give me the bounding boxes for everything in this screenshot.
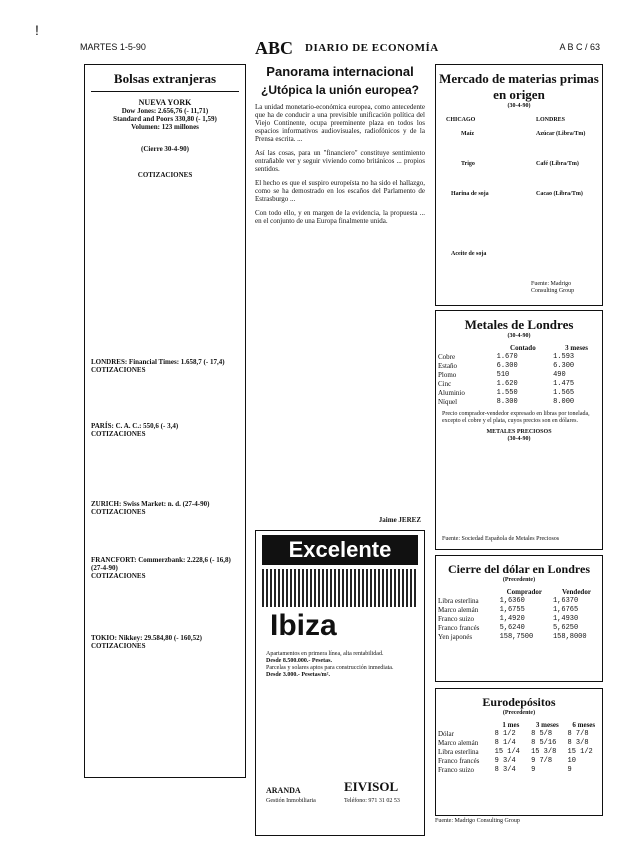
currency-value: 5,6250: [552, 624, 579, 632]
currency-value: 158,7500: [499, 633, 534, 641]
euro-value: 8 3/8: [567, 739, 589, 747]
euro-col: 3 meses: [535, 721, 559, 729]
euro-value: 9 7/8: [531, 757, 553, 765]
frankfort-label: FRANCFORT: Commerzbank: 2.228,6 (- 16,8) (27-4-90): [91, 556, 231, 572]
london-label: LONDRES: Financial Times: 1.658,7 (- 17,4): [91, 358, 225, 366]
metal-name: Cobre: [438, 353, 456, 361]
materias-box: [435, 64, 603, 306]
table-row: [436, 633, 602, 642]
currency-name: Franco suizo: [438, 615, 474, 623]
euro-name: Franco suizo: [438, 766, 474, 774]
table-row: [436, 380, 602, 389]
metales-box: [435, 310, 603, 550]
metal-name: Plomo: [438, 371, 457, 379]
ad-line: Desde 3.000.- Pesetas/m².: [266, 672, 330, 678]
article-title: ¿Utópica la unión europea?: [260, 83, 419, 97]
ny-line: Dow Jones: 2.656,76 (- 11,71): [121, 107, 209, 115]
euro-value: 9 3/4: [494, 757, 516, 765]
euro-value: 10: [567, 757, 576, 765]
ad-headline: Excelente: [262, 535, 418, 565]
metales-title: Metales de Londres: [464, 317, 574, 332]
euro-name: Libra esterlina: [438, 748, 479, 756]
paris-cotizaciones: COTIZACIONES: [91, 430, 146, 438]
ad-line: Parcelas y solares aptos para construcción inmediata.: [266, 665, 394, 671]
dolar-table: [436, 588, 602, 642]
euro-value: 8 7/8: [567, 730, 589, 738]
dolar-sub: (Precedente): [502, 577, 536, 583]
metal-value: 8.000: [553, 398, 575, 406]
table-row: [436, 757, 602, 766]
currency-value: 1,6765: [552, 606, 579, 614]
tokio-cotizaciones: COTIZACIONES: [91, 642, 146, 650]
currency-name: Franco francés: [438, 624, 480, 632]
masthead-logo: ABC: [255, 38, 294, 58]
euro-name: Dólar: [438, 730, 454, 738]
metal-value: 510: [496, 371, 510, 379]
euro-value: 8 1/2: [494, 730, 516, 738]
paris-label: PARÍS: C. A. C.: 550,6 (- 3,4): [91, 422, 179, 430]
metales-table: [436, 344, 602, 407]
zurich-cotizaciones: COTIZACIONES: [91, 508, 146, 516]
metales-col-3meses: 3 meses: [565, 344, 588, 352]
azucar-label: Azúcar (Libra/Tm): [536, 131, 586, 137]
metal-name: Aluminio: [438, 389, 465, 397]
paris-stock-list: [91, 438, 239, 496]
currency-value: 5,6240: [499, 624, 525, 632]
metales-date: (30-4-90): [507, 333, 531, 339]
ny-cotizaciones: COTIZACIONES: [137, 171, 193, 179]
currency-value: 1,6370: [552, 597, 579, 605]
euro-value: 15 3/8: [531, 748, 557, 756]
euro-name: Franco francés: [438, 757, 480, 765]
tokio-label: TOKIO: Nikkey: 29.584,80 (- 160,52): [91, 634, 202, 642]
table-row: [436, 353, 602, 362]
metal-value: 8.300: [496, 398, 518, 406]
materias-title: Mercado de materias primas en origen: [439, 71, 599, 102]
harina-label: Harina de soja: [451, 191, 489, 197]
article-kicker: Panorama internacional: [266, 64, 414, 79]
cacao-label: Cacao (Libra/Tm): [536, 191, 583, 197]
euro-name: Marco alemán: [438, 739, 479, 747]
article-column: [255, 64, 425, 524]
euro-col: 6 meses: [572, 721, 596, 729]
currency-name: Libra esterlina: [438, 597, 479, 605]
preciosos-date: (30-4-90): [507, 436, 531, 442]
zurich-section: [85, 498, 245, 554]
ibiza-ad: [255, 530, 425, 836]
ny-label: NUEVA YORK: [138, 98, 192, 107]
currency-name: Marco alemán: [438, 606, 479, 614]
ny-line: Volumen: 123 millones: [131, 123, 199, 131]
euro-value: 15 1/2: [567, 748, 593, 756]
londres-label: LONDRES: [536, 117, 566, 123]
metales-source: Fuente: Sociedad Española de Metales Preciosos: [442, 536, 560, 542]
table-row: [436, 748, 602, 757]
table-row: [436, 398, 602, 407]
ad-agency1: ARANDA: [266, 786, 301, 795]
metales-note: Precio comprador-vendedor expresado en libras por tonelada, excepto el cobre y el plata, cuyos precios son en dólares.: [442, 411, 590, 424]
table-row: [436, 730, 602, 739]
ny-section: [85, 96, 245, 356]
dolar-col-comprador: Comprador: [506, 588, 542, 596]
euro-box: [435, 688, 603, 816]
euro-table: [436, 721, 602, 775]
euro-value: 15 1/4: [494, 748, 520, 756]
frankfort-cotizaciones: COTIZACIONES: [91, 572, 146, 580]
metal-value: 6.300: [553, 362, 575, 370]
article-author: Jaime JEREZ: [378, 516, 421, 524]
dolar-col-vendedor: Vendedor: [562, 588, 591, 596]
scan-mark: !: [35, 22, 39, 38]
table-row: [436, 766, 602, 775]
euro-title: Eurodepósitos: [482, 695, 556, 709]
table-row: [436, 624, 602, 633]
page-number: A B C / 63: [559, 42, 600, 52]
table-row: [436, 389, 602, 398]
frankfort-stock-list: [91, 580, 239, 630]
page-header: [80, 40, 600, 58]
table-row: [436, 597, 602, 606]
metal-value: 1.670: [496, 353, 518, 361]
currency-value: 158,8000: [552, 633, 587, 641]
zurich-label: ZURICH: Swiss Market: n. d. (27-4-90): [91, 500, 210, 508]
materias-date: (30-4-90): [507, 103, 531, 109]
dolar-title: Cierre del dólar en Londres: [448, 562, 590, 576]
cafe-label: Café (Libra/Tm): [536, 161, 579, 167]
trigo-label: Trigo: [461, 161, 475, 167]
table-row: [436, 606, 602, 615]
metal-name: Estaño: [438, 362, 458, 370]
ny-line: Standard and Poors 330,80 (- 1,59): [113, 115, 217, 123]
euro-col: 1 mes: [502, 721, 520, 729]
article-paragraph: Con todo ello, y en margen de la evidencia, la propuesta ... en el conjunto de una Europa finalmente unida.: [255, 209, 425, 225]
currency-value: 1,6360: [499, 597, 525, 605]
bolsas-column: [84, 64, 246, 778]
london-cotizaciones: COTIZACIONES: [91, 366, 146, 374]
dolar-box: [435, 555, 603, 682]
ad-place: Ibiza: [270, 609, 337, 642]
currency-name: Yen japonés: [438, 633, 473, 641]
metales-col-contado: Contado: [510, 344, 536, 352]
zurich-stock-list: [91, 516, 239, 552]
metal-value: 1.593: [553, 353, 575, 361]
euro-value: 8 5/16: [531, 739, 557, 747]
ad-photo: [262, 569, 418, 607]
metal-value: 1.550: [496, 389, 518, 397]
frankfort-section: [85, 554, 245, 632]
metal-value: 6.300: [496, 362, 518, 370]
metal-value: 1.475: [553, 380, 575, 388]
ad-telefono: Teléfono: 971 31 02 53: [344, 798, 400, 804]
london-section: [85, 356, 245, 420]
masthead-subtitle: DIARIO DE ECONOMÍA: [305, 42, 439, 54]
euro-sub: (Precedente): [502, 710, 536, 716]
aceite-label: Aceite de soja: [451, 251, 487, 257]
table-row: [436, 739, 602, 748]
ad-agency2: EIVISOL: [344, 779, 399, 794]
currency-value: 1,4930: [552, 615, 579, 623]
ad-agency1-sub: Gestión Inmobiliaria: [266, 798, 316, 804]
metal-name: Cinc: [438, 380, 452, 388]
dolar-header-row: [436, 588, 602, 597]
maiz-label: Maíz: [461, 131, 474, 137]
euro-value: 9: [531, 766, 536, 774]
tokio-section: [85, 632, 245, 652]
london-stock-list: [91, 374, 239, 418]
preciosos-title: METALES PRECIOSOS: [486, 429, 552, 435]
currency-value: 1,4920: [499, 615, 525, 623]
metales-header-row: [436, 344, 602, 353]
article-paragraph: La unidad monetario-económica europea, como antecedente que ha de conducir a una previsible unificación política del Viejo Continente, ocupa preeminente plaza en todos los espacios informativos audiovisuales, radiofónicos y de la Prensa escrita. ...: [255, 103, 425, 143]
table-row: [436, 615, 602, 624]
metal-name: Níquel: [438, 398, 458, 406]
euro-value: 8 3/4: [494, 766, 516, 774]
euro-value: 9: [567, 766, 572, 774]
euro-value: 8 1/4: [494, 739, 516, 747]
paris-section: [85, 420, 245, 498]
materias-source: Fuente: Madrigo Consulting Group: [531, 281, 575, 294]
metal-value: 490: [553, 371, 566, 379]
table-row: [436, 362, 602, 371]
issue-date: MARTES 1-5-90: [80, 42, 146, 52]
ny-stock-list: [91, 179, 239, 354]
ad-line: Desde 8.500.000.- Pesetas.: [266, 658, 332, 664]
currency-value: 1,6755: [499, 606, 525, 614]
article-paragraph: Así las cosas, para un "financiero" constituye sentimiento entrañable ver y seguir viviendo como británicos ... propios sentidos.: [255, 149, 425, 173]
euro-value: 8 5/8: [531, 730, 553, 738]
chicago-label: CHICAGO: [446, 117, 476, 123]
ny-line: (Cierre 30-4-90): [141, 145, 189, 153]
ad-line: Apartamentos en primera línea, alta rentabilidad.: [266, 651, 384, 657]
euro-source: Fuente: Madrigo Consulting Group: [435, 818, 520, 824]
bolsas-title: Bolsas extranjeras: [113, 71, 217, 86]
euro-header-row: [436, 721, 602, 730]
metal-value: 1.620: [496, 380, 518, 388]
table-row: [436, 371, 602, 380]
metal-value: 1.565: [553, 389, 575, 397]
article-paragraph: El hecho es que el suspiro europeísta no ha sido el hallazgo, como se ha demostrado en los escaños del Parlamento de Estrasburgo ...: [255, 179, 425, 203]
